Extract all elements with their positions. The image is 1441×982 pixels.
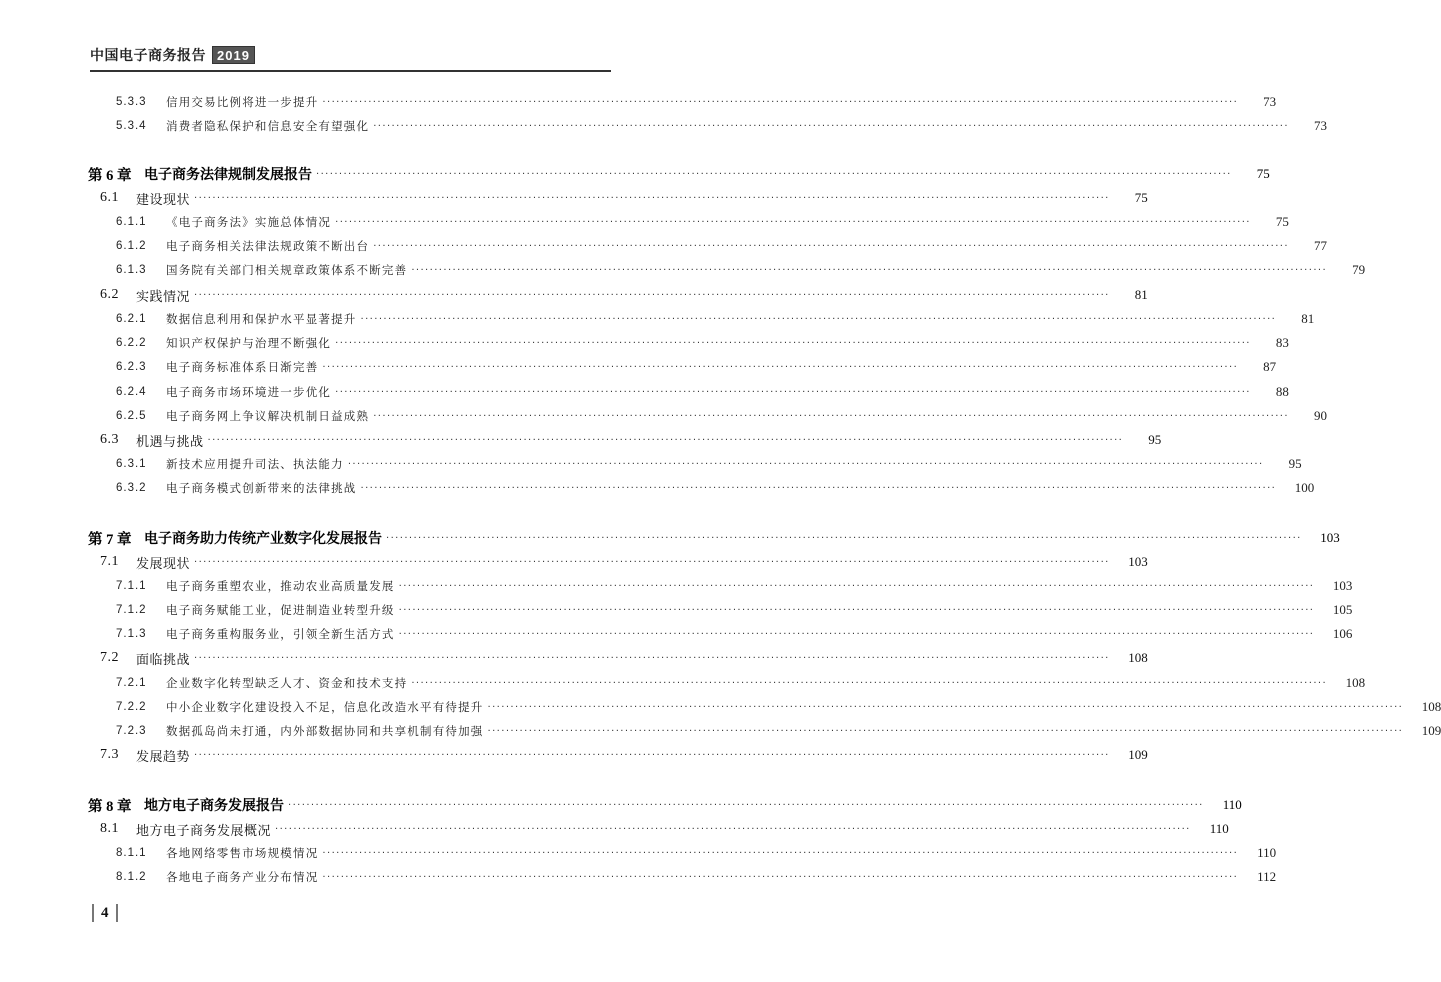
toc-entry-title: 知识产权保护与治理不断强化 (166, 336, 332, 350)
toc-leader-dots: ········································································································································································································ (360, 482, 1277, 494)
toc-entry-page: 75 (1275, 214, 1289, 229)
toc-entry-page: 106 (1332, 626, 1353, 641)
toc-entry-page: 95 (1148, 432, 1162, 447)
toc-section-entry (100, 430, 1162, 450)
toc-leader-dots: ········································································································································································································ (411, 677, 1328, 689)
toc-entry-title: 发展趋势 (136, 749, 191, 765)
toc-subsection-entry (116, 576, 1353, 596)
toc-entry-page: 75 (1134, 190, 1148, 205)
toc-entry-page: 108 (1128, 650, 1148, 665)
toc-entry-title: 电子商务法律规制发展报告 (144, 167, 312, 183)
toc-section-entry (100, 819, 1229, 839)
toc-entry-page: 87 (1263, 359, 1277, 374)
toc-leader-dots: ········································································································································································································ (398, 580, 1315, 592)
toc-entry-title: 《电子商务法》实施总体情况 (166, 215, 332, 229)
toc-entry-number: 6.3 (100, 432, 119, 447)
toc-subsection-entry (116, 478, 1315, 498)
toc-entry-number: 第 7 章 (88, 531, 132, 548)
folio-bar-right (116, 904, 118, 922)
toc-subsection-entry (116, 624, 1353, 644)
toc-leader-dots: ········································································································································································································ (360, 313, 1277, 325)
page-folio (92, 902, 118, 924)
toc-entry-title: 地方电子商务发展报告 (144, 798, 284, 814)
toc-subsection-entry (116, 357, 1277, 377)
toc-entry-title: 数据孤岛尚未打通，内外部数据协同和共享机制有待加强 (166, 724, 484, 738)
toc-section-entry (100, 188, 1148, 208)
toc-entry-number: 7.2 (100, 650, 119, 665)
toc-leader-dots: ········································································································································································································ (386, 532, 1302, 544)
toc-leader-dots: ········································································································································································································ (322, 361, 1239, 373)
toc-leader-dots: ········································································································································································································ (194, 192, 1110, 204)
toc-entry-title: 国务院有关部门相关规章政策体系不断完善 (166, 263, 408, 277)
toc-leader-dots: ········································································································································································································ (398, 604, 1315, 616)
toc-section-entry (100, 285, 1148, 305)
toc-entry-number: 5.3.4 (116, 120, 147, 132)
toc-entry-page: 88 (1275, 384, 1289, 399)
toc-entry-page: 105 (1332, 602, 1353, 617)
toc-entry-page: 95 (1288, 456, 1302, 471)
toc-leader-dots: ········································································································································································································ (335, 216, 1251, 228)
toc-entry-number: 第 8 章 (88, 798, 132, 815)
toc-subsection-entry (116, 92, 1277, 112)
toc-entry-number: 6.2.5 (116, 410, 147, 422)
toc-entry-page: 73 (1313, 118, 1327, 133)
toc-leader-dots: ········································································································································································································ (335, 337, 1251, 349)
toc-subsection-entry (116, 333, 1289, 353)
toc-entry-number: 7.3 (100, 747, 119, 762)
toc-entry-number: 7.1.1 (116, 580, 147, 592)
report-year-badge: 2019 (212, 46, 255, 64)
toc-entry-number: 5.3.3 (116, 96, 147, 108)
toc-chapter-entry (88, 528, 1340, 548)
toc-entry-title: 电子商务相关法律法规政策不断出台 (166, 239, 370, 253)
toc-entry-page: 77 (1313, 238, 1327, 253)
toc-entry-page: 81 (1301, 311, 1315, 326)
toc-subsection-entry (116, 406, 1327, 426)
toc-entry-title: 中小企业数字化建设投入不足，信息化改造水平有待提升 (166, 700, 484, 714)
toc-entry-number: 6.2.3 (116, 361, 147, 373)
toc-leader-dots: ········································································································································································································ (194, 749, 1110, 761)
toc-entry-number: 7.1 (100, 554, 119, 569)
toc-entry-title: 电子商务标准体系日渐完善 (166, 360, 319, 374)
toc-leader-dots: ········································································································································································································ (275, 823, 1191, 835)
toc-entry-page: 109 (1421, 723, 1441, 738)
toc-entry-number: 6.2.4 (116, 386, 147, 398)
toc-chapter-entry (88, 795, 1242, 815)
toc-subsection-entry (116, 673, 1366, 693)
toc-entry-title: 电子商务重构服务业，引领全新生活方式 (166, 627, 395, 641)
toc-entry-number: 8.1.1 (116, 847, 147, 859)
toc-entry-title: 新技术应用提升司法、执法能力 (166, 457, 344, 471)
toc-entry-title: 建设现状 (136, 192, 191, 208)
toc-leader-dots: ········································································································································································································ (373, 120, 1289, 132)
toc-entry-title: 消费者隐私保护和信息安全有望强化 (166, 119, 370, 133)
toc-subsection-entry (116, 721, 1441, 741)
toc-section-entry (100, 745, 1148, 765)
toc-leader-dots: ········································································································································································································ (347, 458, 1264, 470)
toc-entry-title: 电子商务市场环境进一步优化 (166, 385, 332, 399)
toc-entry-page: 110 (1209, 821, 1229, 836)
toc-leader-dots: ········································································································································································································ (487, 725, 1404, 737)
toc-leader-dots: ········································································································································································································ (487, 701, 1404, 713)
toc-subsection-entry (116, 697, 1441, 717)
toc-entry-number: 6.3.2 (116, 482, 147, 494)
toc-entry-page: 108 (1421, 699, 1441, 714)
toc-subsection-entry (116, 600, 1353, 620)
toc-entry-title: 面临挑战 (136, 652, 191, 668)
toc-leader-dots: ········································································································································································································ (194, 556, 1110, 568)
toc-section-entry (100, 552, 1148, 572)
toc-subsection-entry (116, 236, 1327, 256)
toc-subsection-entry (116, 260, 1366, 280)
toc-leader-dots: ········································································································································································································ (373, 240, 1289, 252)
toc-entry-number: 7.2.1 (116, 677, 147, 689)
toc-entry-page: 103 (1320, 530, 1340, 545)
toc-entry-number: 6.2 (100, 287, 119, 302)
toc-entry-title: 地方电子商务发展概况 (136, 823, 272, 839)
toc-entry-page: 79 (1352, 262, 1366, 277)
toc-leader-dots: ········································································································································································································ (335, 386, 1251, 398)
toc-leader-dots: ········································································································································································································ (411, 264, 1328, 276)
toc-subsection-entry (116, 843, 1277, 863)
toc-chapter-entry (88, 164, 1270, 184)
toc-entry-page: 103 (1128, 554, 1148, 569)
toc-entry-page: 90 (1313, 408, 1327, 423)
toc-leader-dots: ········································································································································································································ (207, 434, 1124, 446)
toc-entry-number: 第 6 章 (88, 167, 132, 184)
toc-subsection-entry (116, 382, 1289, 402)
report-title: 中国电子商务报告 (90, 48, 206, 64)
toc-entry-page: 112 (1257, 869, 1277, 884)
toc-entry-title: 电子商务模式创新带来的法律挑战 (166, 481, 357, 495)
toc-entry-title: 实践情况 (136, 289, 191, 305)
toc-entry-title: 发展现状 (136, 556, 191, 572)
toc-entry-number: 7.2.3 (116, 725, 147, 737)
toc-leader-dots: ········································································································································································································ (194, 289, 1110, 301)
folio-bar-left (92, 904, 94, 922)
toc-entry-page: 110 (1222, 797, 1242, 812)
toc-leader-dots: ········································································································································································································ (373, 410, 1289, 422)
toc-entry-title: 各地网络零售市场规模情况 (166, 846, 319, 860)
toc-entry-page: 108 (1345, 675, 1366, 690)
toc-entry-number: 6.2.1 (116, 313, 147, 325)
toc-entry-page: 83 (1275, 335, 1289, 350)
toc-leader-dots: ········································································································································································································ (288, 799, 1204, 811)
toc-entry-number: 8.1 (100, 821, 119, 836)
toc-entry-page: 73 (1263, 94, 1277, 109)
toc-leader-dots: ········································································································································································································ (316, 168, 1232, 180)
toc-leader-dots: ········································································································································································································ (322, 96, 1239, 108)
toc-entry-title: 机遇与挑战 (136, 434, 204, 450)
toc-leader-dots: ········································································································································································································ (322, 871, 1239, 883)
toc-entry-number: 8.1.2 (116, 871, 147, 883)
toc-subsection-entry (116, 116, 1327, 136)
toc-leader-dots: ········································································································································································································ (398, 628, 1315, 640)
toc-entry-page: 110 (1257, 845, 1277, 860)
toc-entry-title: 电子商务重塑农业，推动农业高质量发展 (166, 579, 395, 593)
toc-entry-title: 电子商务网上争议解决机制日益成熟 (166, 409, 370, 423)
toc-entry-page: 100 (1294, 480, 1315, 495)
toc-subsection-entry (116, 454, 1302, 474)
toc-entry-page: 81 (1134, 287, 1148, 302)
page-number: 4 (101, 904, 109, 921)
toc-entry-number: 6.1 (100, 190, 119, 205)
toc-leader-dots: ········································································································································································································ (322, 847, 1239, 859)
toc-entry-title: 电子商务赋能工业，促进制造业转型升级 (166, 603, 395, 617)
toc-entry-page: 103 (1332, 578, 1353, 593)
toc-subsection-entry (116, 309, 1315, 329)
toc-section-entry (100, 648, 1148, 668)
toc-entry-page: 75 (1256, 166, 1270, 181)
toc-entry-number: 7.1.3 (116, 628, 147, 640)
toc-entry-title: 电子商务助力传统产业数字化发展报告 (144, 531, 382, 547)
toc-subsection-entry (116, 867, 1277, 887)
toc-leader-dots: ········································································································································································································ (194, 652, 1110, 664)
toc-entry-number: 7.2.2 (116, 701, 147, 713)
toc-entry-title: 企业数字化转型缺乏人才、资金和技术支持 (166, 676, 408, 690)
toc-entry-number: 6.1.3 (116, 264, 147, 276)
toc-entry-title: 信用交易比例将进一步提升 (166, 95, 319, 109)
toc-entry-number: 6.2.2 (116, 337, 147, 349)
toc-entry-title: 数据信息利用和保护水平显著提升 (166, 312, 357, 326)
toc-entry-number: 6.1.1 (116, 216, 147, 228)
toc-entry-number: 7.1.2 (116, 604, 147, 616)
toc-entry-number: 6.1.2 (116, 240, 147, 252)
toc-subsection-entry (116, 212, 1289, 232)
toc-entry-page: 109 (1128, 747, 1148, 762)
toc-entry-number: 6.3.1 (116, 458, 147, 470)
toc-entry-title: 各地电子商务产业分布情况 (166, 870, 319, 884)
